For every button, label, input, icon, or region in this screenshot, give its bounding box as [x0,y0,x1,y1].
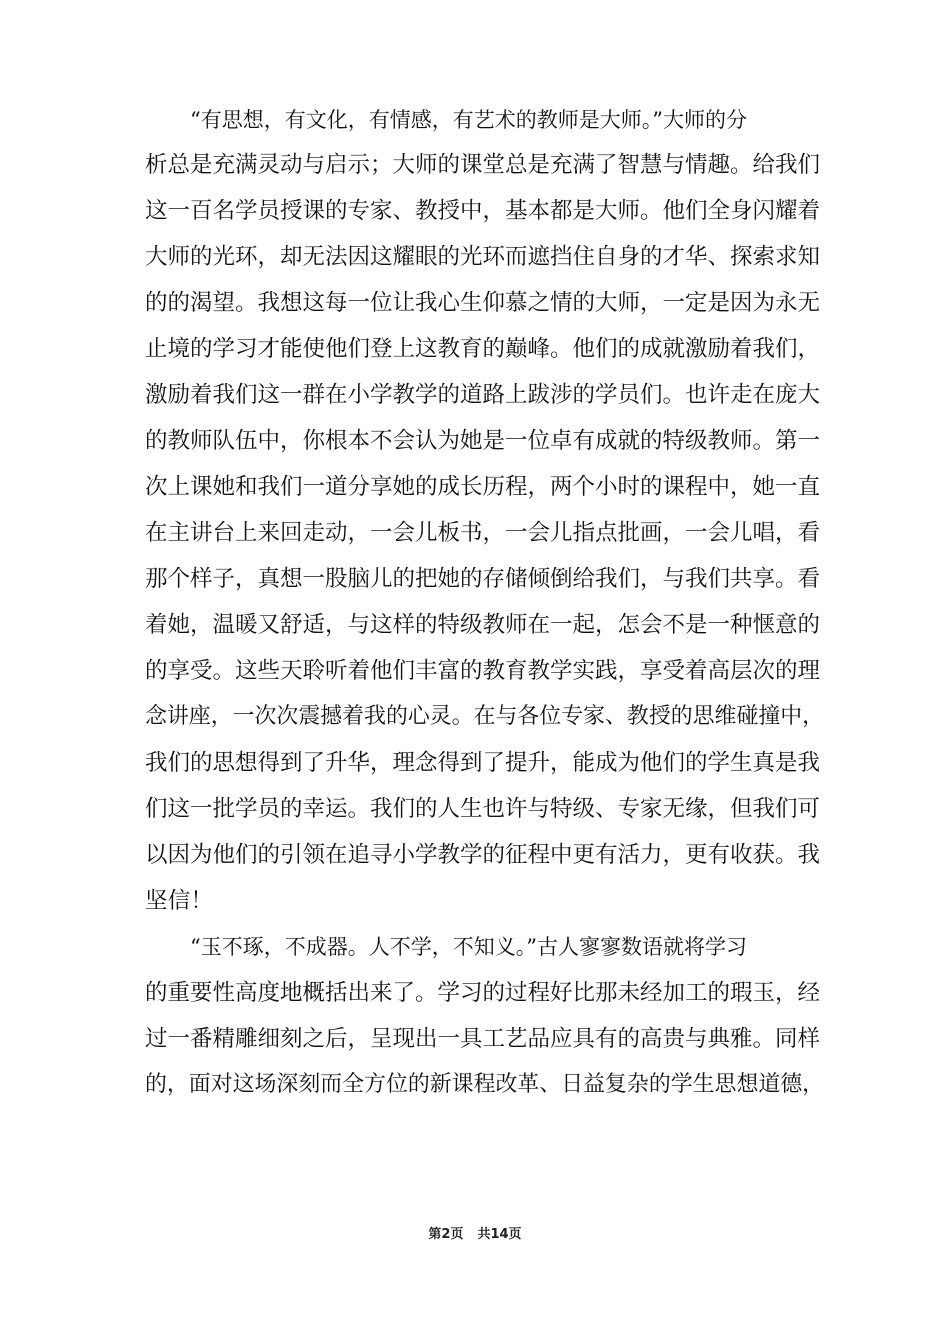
paragraph-line: 的，面对这场深刻而全方位的新课程改革、日益复杂的学生思想道德， [145,1072,825,1097]
paragraph-line: 的教师队伍中，你根本不会认为她是一位卓有成就的特级教师。第一 [145,428,821,454]
paragraph-line: 过一番精雕细刻之后，呈现出一具工艺品应具有的高贵与典雅。同样 [145,1026,821,1052]
paragraph-line: 止境的学习才能使他们登上这教育的巅峰。他们的成就激励着我们， [145,336,821,362]
paragraph-line: 次上课她和我们一道分享她的成长历程，两个小时的课程中，她一直 [145,474,821,500]
paragraph-line: 念讲座，一次次震撼着我的心灵。在与各位专家、教授的思维碰撞中， [145,704,825,729]
paragraph-line: 这一百名学员授课的专家、教授中，基本都是大师。他们全身闪耀着 [145,198,821,224]
paragraph-line: 们这一批学员的幸运。我们的人生也许与特级、专家无缘，但我们可 [145,796,821,822]
paragraph-line: 那个样子，真想一股脑儿的把她的存储倾倒给我们，与我们共享。看 [145,566,821,592]
paragraph-line: 着她，温暖又舒适，与这样的特级教师在一起，怎会不是一种惬意的 [145,612,821,638]
paragraph-line: “玉不琢，不成器。人不学，不知义。”古人寥寥数语就将学习 [190,934,747,959]
paragraph-line: 激励着我们这一群在小学教学的道路上跋涉的学员们。也许走在庞大 [145,382,821,408]
paragraph-line: 的享受。这些天聆听着他们丰富的教育教学实践，享受着高层次的理 [145,658,821,684]
paragraph-line: 的的渴望。我想这每一位让我心生仰慕之情的大师，一定是因为永无 [145,290,821,316]
page-number: 第2页 [428,1227,464,1242]
paragraph-line: 大师的光环，却无法因这耀眼的光环而遮挡住自身的才华、探索求知 [145,244,821,270]
page-footer [0,1226,950,1244]
paragraph-line: 析总是充满灵动与启示；大师的课堂总是充满了智慧与情趣。给我们 [145,152,821,178]
page-total: 共14页 [477,1227,522,1242]
paragraph-line: 坚信！ [145,888,214,914]
paragraph-line: “有思想，有文化，有情感，有艺术的教师是大师。”大师的分 [190,107,747,132]
paragraph-line: 在主讲台上来回走动，一会儿板书，一会儿指点批画，一会儿唱，看 [145,520,821,546]
paragraph-line: 的重要性高度地概括出来了。学习的过程好比那未经加工的瑕玉，经 [145,980,821,1006]
paragraph-line: 我们的思想得到了升华，理念得到了提升，能成为他们的学生真是我 [145,750,821,776]
paragraph-line: 以因为他们的引领在追寻小学教学的征程中更有活力，更有收获。我 [145,842,821,868]
